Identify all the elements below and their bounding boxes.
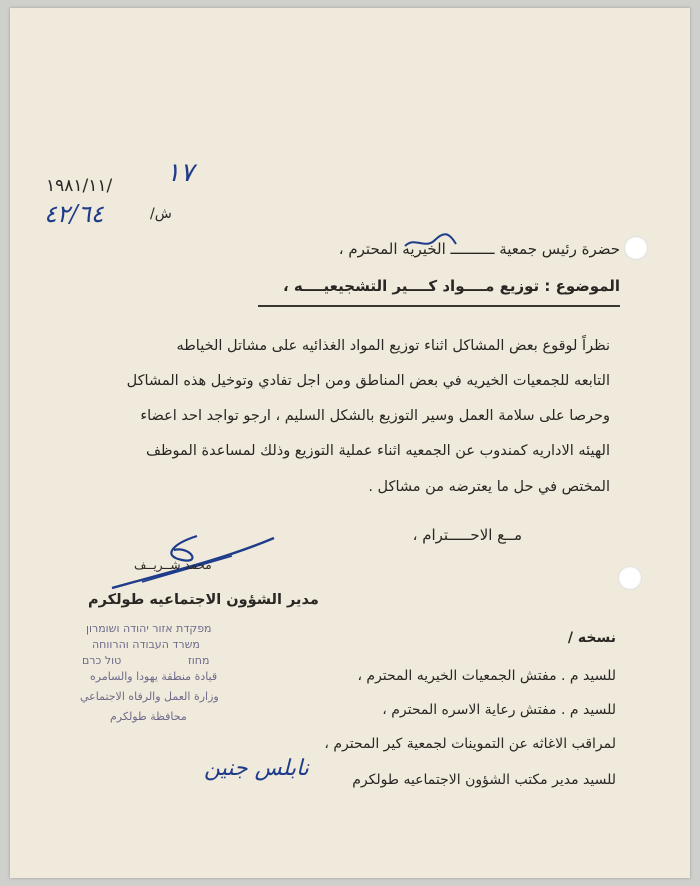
handwritten-note: نابلس جنين	[204, 756, 309, 781]
copy-recipient-2: للسيد م . مفتش رعاية الاسره المحترم ،	[382, 702, 616, 718]
stamp-line-5: وزارة العمل والرفاه الاجتماعي	[80, 690, 219, 703]
body-line-1: نظراً لوقوع بعض المشاكل اثناء توزيع المواد الغذائيه على مشاتل الخياطه	[176, 338, 610, 354]
reference-handwritten: ٤٢/٦٤	[44, 200, 104, 228]
stamp-line-3-left: טול כרם	[82, 654, 122, 667]
body-line-4: الهيئه الاداريه كمندوب عن الجمعيه اثناء عملية التوزيع وذلك لمساعدة الموظف	[146, 443, 610, 459]
closing-line: مــع الاحـــــترام ،	[412, 526, 522, 544]
copy-header: نسخه /	[567, 630, 616, 646]
punch-hole-bottom	[618, 566, 642, 590]
stamp-line-1: מפקדת אזור יהודה ושומרון	[86, 622, 212, 635]
date-handwritten-day: ١٧	[166, 158, 194, 188]
signatory-title: مدير الشؤون الاجتماعيه طولكرم	[88, 592, 319, 608]
copy-recipient-4: للسيد مدير مكتب الشؤون الاجتماعيه طولكرم	[352, 772, 616, 788]
reference-prefix: ش/	[150, 206, 172, 222]
stamp-line-2: משרד העבודה והרווחה	[92, 638, 200, 651]
addressee-line: حضرة رئيس جمعية ــــــــــ الخيريه المحترم ،	[338, 240, 620, 258]
copy-recipient-1: للسيد م . مفتش الجمعيات الخيريه المحترم ،	[357, 668, 616, 684]
handwritten-insertion-mark	[400, 232, 460, 252]
stamp-line-3-right: מחוז	[188, 654, 210, 667]
stamp-line-4: قيادة منطقة يهودا والسامره	[90, 670, 218, 683]
subject-underline	[258, 305, 620, 307]
signatory-name: محمد شــريــف	[134, 558, 212, 572]
body-line-3: وحرصا على سلامة العمل وسير التوزيع بالشكل السليم ، ارجو تواجد احد اعضاء	[140, 408, 610, 424]
date-typed: ١٩٨١/١١/	[46, 176, 113, 196]
copy-recipient-3: لمراقب الاغاثه عن التموينات لجمعية كير المحترم ،	[324, 736, 616, 752]
punch-hole-top	[624, 236, 648, 260]
stamp-line-6: محافظة طولكرم	[110, 710, 187, 723]
body-line-2: التابعه للجمعيات الخيريه في بعض المناطق ومن اجل تفادي وتوخيل هذه المشاكل	[126, 373, 610, 389]
subject-line: الموضوع : توزيع مــــواد كــــير التشجيعيــــه ،	[283, 277, 620, 295]
body-line-5: المختص في حل ما يعترضه من مشاكل .	[368, 479, 610, 495]
